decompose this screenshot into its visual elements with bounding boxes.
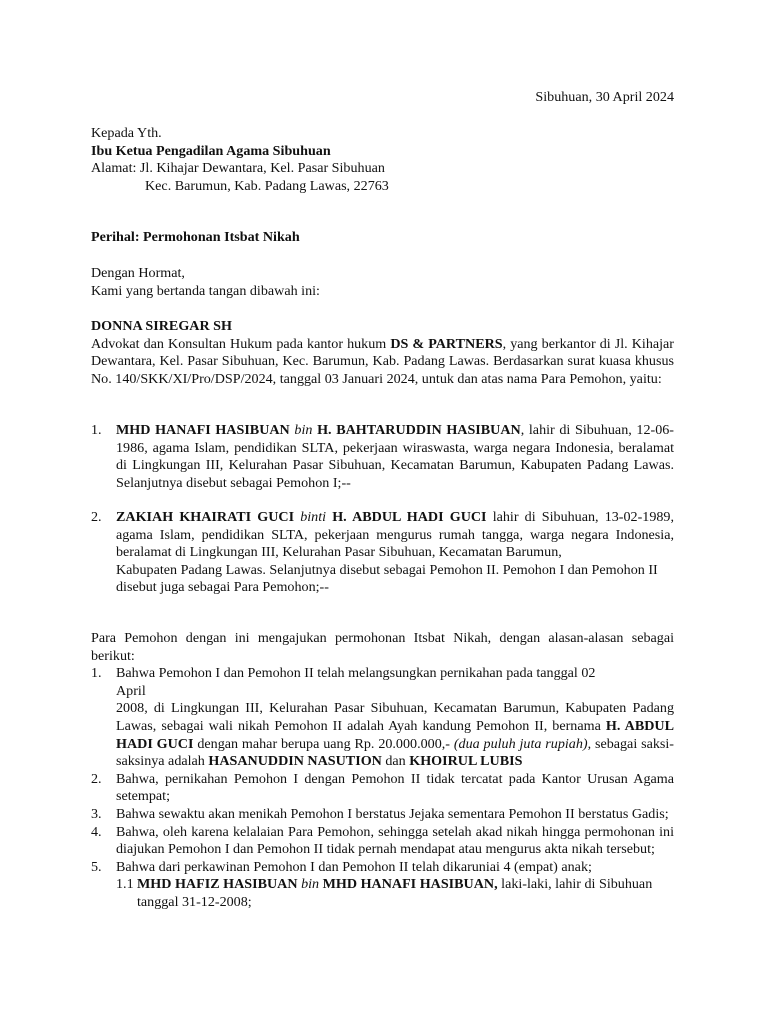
advocate-block: [91, 318, 674, 388]
reason-item: [91, 665, 674, 771]
reason-number: 1.: [91, 665, 102, 682]
child-parent: MHD HANAFI HASIBUAN,: [322, 876, 498, 893]
party-number: 1.: [91, 422, 102, 438]
advocate-desc-a: Advokat dan Konsultan Hukum pada kantor hukum: [91, 335, 391, 352]
mahar-in-words: (dua puluh juta rupiah): [453, 735, 588, 752]
party-name: ZAKIAH KHAIRATI GUCI: [116, 509, 295, 525]
greeting-line1: Dengan Hormat,: [91, 265, 185, 281]
child-number: 1.1: [116, 876, 134, 893]
party-name: MHD HANAFI HASIBUAN: [116, 422, 290, 438]
party-detail-continued: Kabupaten Padang Lawas. Selanjutnya disebut sebagai Pemohon II. Pemohon I dan Pemohon II disebut juga sebagai Para Pemohon;--: [116, 561, 658, 596]
greeting-block: [91, 265, 674, 300]
child-name: MHD HAFIZ HASIBUAN: [137, 876, 298, 893]
reason-text-line2: April: [116, 682, 146, 699]
reason-text: Bahwa dari perkawinan Pemohon I dan Pemohon II telah dikaruniai 4 (empat) anak;: [116, 858, 592, 875]
party-number: 2.: [91, 509, 102, 525]
reason-text: Bahwa, oleh karena kelalaian Para Pemohon, sehingga setelah akad nikah hingga permohonan ini diajukan Pemohon I dan Pemohon II tidak pernah mendapat atau mengurus akta nikah tersebut;: [116, 823, 674, 858]
reason-number: 4.: [91, 823, 102, 840]
child-detail: laki-laki, lahir di Sibuhuan tanggal 31-12-2008;: [137, 876, 653, 910]
party-detail: , lahir di Sibuhuan, 12-06-1986, agama Islam, pendidikan SLTA, pekerjaan wiraswasta, warga negara Indonesia, beralamat di Lingkungan III, Kelurahan Pasar Sibuhuan, Kecamatan Barumun, Kabupaten Padang Lawas. Selanjutnya disebut sebagai Pemohon I;--: [116, 422, 674, 491]
reason-text: dengan mahar berupa uang Rp. 20.000.000,-: [193, 735, 454, 752]
reason-number: 3.: [91, 805, 102, 822]
party-relation: bin: [294, 422, 313, 438]
reason-item: [91, 806, 674, 824]
reason-number: 5.: [91, 858, 102, 875]
child-list-item: [91, 876, 674, 911]
child-relation: bin: [301, 876, 320, 893]
reason-text: Bahwa sewaktu akan menikah Pemohon I berstatus Jejaka sementara Pemohon II berstatus Gadis;: [116, 805, 669, 822]
reason-text: , sebagai saksi-saksinya adalah: [116, 735, 674, 770]
recipient-name: Ibu Ketua Pengadilan Agama Sibuhuan: [91, 142, 331, 159]
recipient-address-line1: Alamat: Jl. Kihajar Dewantara, Kel. Pasar Sibuhuan: [91, 160, 385, 177]
reason-item: [91, 824, 674, 859]
advocate-firm: DS & PARTNERS: [390, 335, 503, 352]
subject-line: Perihal: Permohonan Itsbat Nikah: [91, 229, 300, 245]
party-list-item: [91, 509, 674, 597]
advocate-desc-b: , yang berkantor di Jl. Kihajar Dewantara, Kel. Pasar Sibuhuan, Kec. Barumun, Kab. Padang Lawas. Berdasarkan surat kuasa khusus No. 140/SKK/XI/Pro/DSP/2024, tanggal 03 Januari 2024, untuk dan atas nama Para Pemohon, yaitu:: [91, 335, 675, 387]
reason-number: 2.: [91, 770, 102, 787]
advocate-name: DONNA SIREGAR SH: [91, 318, 232, 334]
place-date: Sibuhuan, 30 April 2024: [535, 89, 674, 105]
wali-name: H. ABDUL HADI GUCI: [116, 717, 674, 752]
reason-item: [91, 771, 674, 806]
party-parent: H. BAHTARUDDIN HASIBUAN: [317, 422, 521, 438]
subject-block: [91, 229, 674, 247]
recipient-salutation: Kepada Yth.: [91, 125, 162, 141]
reason-text-line1: Bahwa Pemohon I dan Pemohon II telah melangsungkan pernikahan pada tanggal 02: [116, 665, 596, 682]
reason-item: [91, 859, 674, 877]
advocate-description: [91, 336, 674, 389]
greeting-line2: Kami yang bertanda tangan dibawah ini:: [91, 282, 320, 299]
reason-text: 2008, di Lingkungan III, Kelurahan Pasar Sibuhuan, Kecamatan Barumun, Kabupaten Padang Lawas, sebagai wali nikah Pemohon II adalah Ayah kandung Pemohon II, bernama: [116, 700, 674, 734]
party-list-item: [91, 422, 674, 492]
party-relation: binti: [300, 509, 327, 525]
reason-text: dan: [381, 753, 410, 770]
reasons-intro: Para Pemohon dengan ini mengajukan permohonan Itsbat Nikah, dengan alasan-alasan sebagai berikut:: [91, 630, 674, 664]
recipient-block: [91, 125, 674, 195]
witness-name: KHOIRUL LUBIS: [409, 753, 523, 770]
recipient-address-line2: Kec. Barumun, Kab. Padang Lawas, 22763: [145, 177, 389, 194]
reasons-block: [91, 630, 674, 912]
witness-name: HASANUDDIN NASUTION: [208, 753, 382, 770]
reason-text: Bahwa, pernikahan Pemohon I dengan Pemohon II tidak tercatat pada Kantor Urusan Agama setempat;: [116, 770, 674, 805]
party-parent: H. ABDUL HADI GUCI: [332, 509, 487, 525]
party-detail: lahir di Sibuhuan, 13-02-1989, agama Islam, pendidikan SLTA, pekerjaan mengurus rumah tangga, warga negara Indonesia, beralamat di Lingkungan III, Kelurahan Pasar Sibuhuan, Kecamatan Barumun,: [116, 509, 674, 561]
